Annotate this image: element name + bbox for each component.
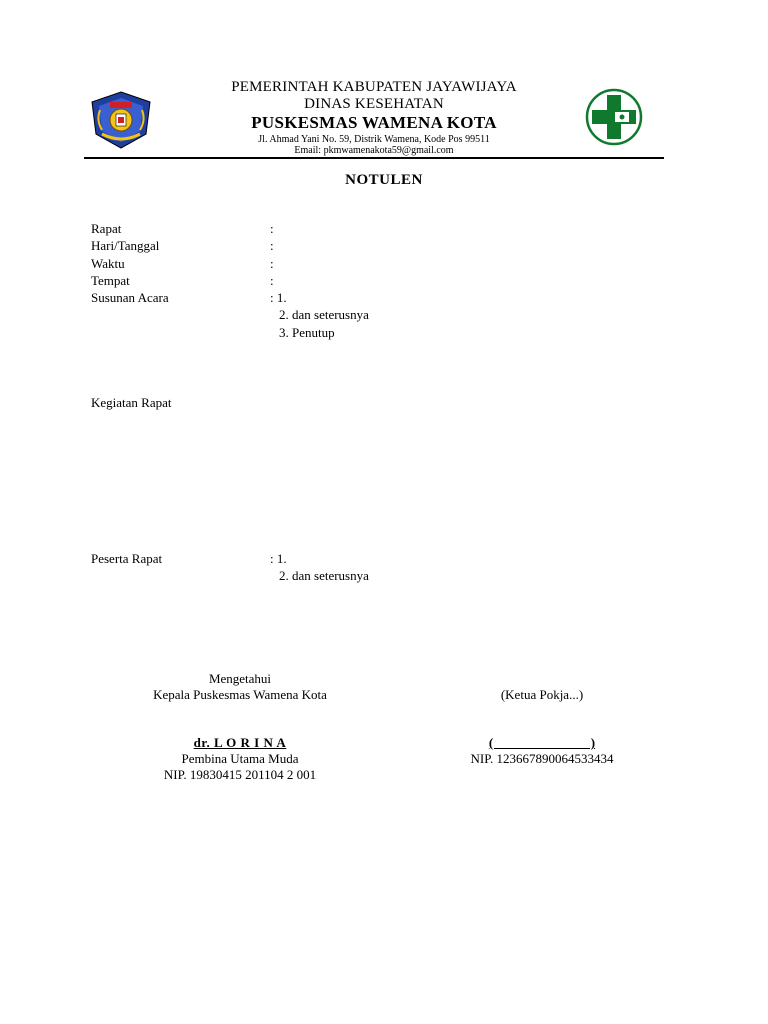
signature-mengetahui: Mengetahui	[208, 671, 272, 686]
acara-item-2: 2. dan seterusnya	[279, 307, 369, 322]
field-colon: :	[270, 238, 274, 253]
signature-right-name: ( )	[488, 735, 596, 750]
letterhead-divider	[84, 157, 664, 159]
field-colon: :	[270, 221, 274, 236]
field-label-waktu: Waktu	[91, 256, 125, 271]
signature-left-rank: Pembina Utama Muda	[181, 751, 299, 766]
signature-right-position: (Ketua Pokja...)	[500, 687, 584, 702]
peserta-item-1: : 1.	[270, 551, 287, 566]
letterhead-government: PEMERINTAH KABUPATEN JAYAWIJAYA	[231, 79, 517, 95]
acara-item-3: 3. Penutup	[279, 325, 335, 340]
signature-right-nip: NIP. 123667890064533434	[470, 751, 614, 766]
document-title: NOTULEN	[345, 172, 423, 188]
peserta-item-2: 2. dan seterusnya	[279, 568, 369, 583]
letterhead-department: DINAS KESEHATAN	[304, 96, 444, 112]
signature-left-position: Kepala Puskesmas Wamena Kota	[153, 687, 327, 702]
field-colon: :	[270, 273, 274, 288]
letterhead-email: Email: pkmwamenakota59@gmail.com	[294, 145, 454, 156]
field-label-acara: Susunan Acara	[91, 290, 169, 305]
regency-emblem-icon	[88, 90, 154, 150]
field-label-tanggal: Hari/Tanggal	[91, 238, 160, 253]
signature-left-nip: NIP. 19830415 201104 2 001	[163, 767, 317, 782]
signature-left-name: dr. L O R I N A	[193, 735, 287, 750]
letterhead-address: Jl. Ahmad Yani No. 59, Distrik Wamena, Kode Pos 99511	[258, 134, 490, 145]
field-label-tempat: Tempat	[91, 273, 130, 288]
letterhead-puskesmas: PUSKESMAS WAMENA KOTA	[251, 113, 497, 132]
puskesmas-cross-icon	[584, 88, 644, 146]
peserta-label: Peserta Rapat	[91, 551, 163, 566]
kegiatan-label: Kegiatan Rapat	[91, 395, 172, 410]
field-label-rapat: Rapat	[91, 221, 122, 236]
acara-item-1: : 1.	[270, 290, 287, 305]
field-colon: :	[270, 256, 274, 271]
